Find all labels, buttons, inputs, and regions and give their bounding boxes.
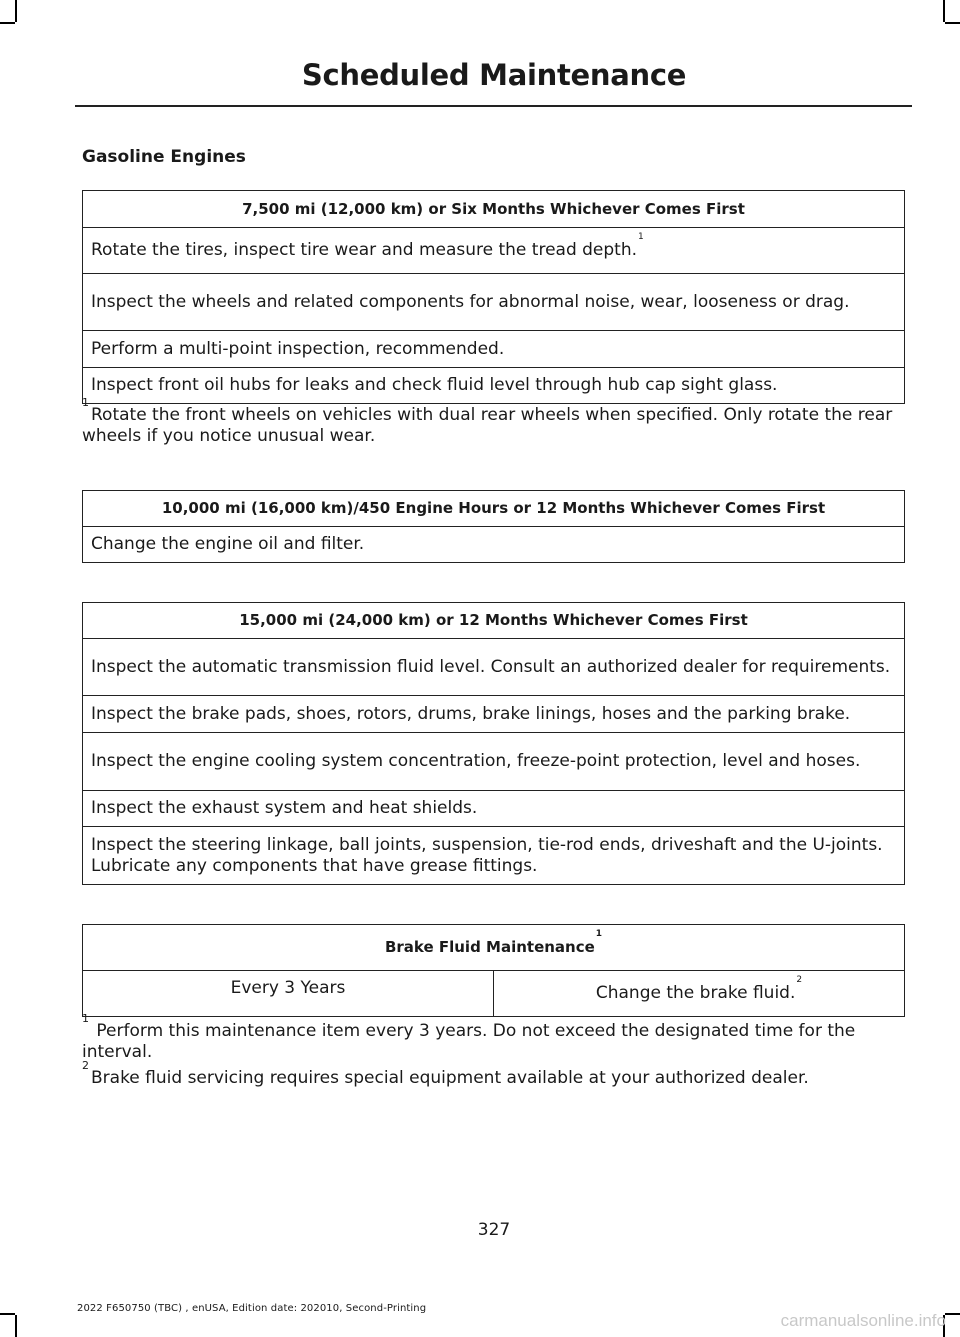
action-text: Change the brake fluid.: [595, 983, 796, 1003]
footnote: [82, 396, 897, 447]
table-row: Perform a multi-point inspection, recommended.: [83, 331, 905, 368]
page-number: 327: [477, 1220, 511, 1240]
title-divider: [75, 105, 912, 107]
table-header: 15,000 mi (24,000 km) or 12 Months Whichever Comes First: [83, 603, 905, 639]
footnote-text: Brake fluid servicing requires special equipment available at your authorized dealer.: [91, 1068, 809, 1088]
watermark: carmanualsonline.info: [780, 1311, 946, 1330]
maintenance-table-10000: [82, 490, 905, 563]
page-title: Scheduled Maintenance: [301, 58, 687, 92]
edition-line: 2022 F650750 (TBC) , enUSA, Edition date: 202010, Second-Printing: [77, 1303, 427, 1314]
footnote: [82, 1059, 897, 1089]
crop-mark: [15, 0, 17, 22]
footnote-marker: 1: [82, 1012, 89, 1025]
footnote-ref: 1: [638, 232, 644, 242]
brake-fluid-table: [82, 924, 905, 1017]
footnote-text: Rotate the front wheels on vehicles with dual rear wheels when specified. Only rotate the rear wheels if you notice unusual wear.: [82, 405, 893, 446]
table-row: Inspect the brake pads, shoes, rotors, drums, brake linings, hoses and the parking brake.: [83, 696, 905, 733]
table-row: Change the engine oil and filter.: [83, 527, 905, 563]
table-header: [83, 925, 905, 971]
footnote-ref: 2: [796, 975, 803, 985]
footnote-marker: 2: [82, 1059, 89, 1072]
row-text: Rotate the tires, inspect tire wear and measure the tread depth.: [91, 240, 638, 260]
crop-mark: [945, 22, 960, 24]
crop-mark: [0, 1313, 15, 1315]
table-header: 7,500 mi (12,000 km) or Six Months Whichever Comes First: [83, 191, 905, 228]
table-header: 10,000 mi (16,000 km)/450 Engine Hours or 12 Months Whichever Comes First: [83, 491, 905, 527]
crop-mark: [945, 1313, 960, 1315]
footnote-text: Perform this maintenance item every 3 years. Do not exceed the designated time for the interval.: [82, 1021, 856, 1062]
table-row: [83, 228, 905, 274]
header-text: Brake Fluid Maintenance: [384, 938, 595, 956]
table-row: Inspect the exhaust system and heat shields.: [83, 791, 905, 827]
footnote-marker: 1: [82, 396, 89, 409]
interval-cell: Every 3 Years: [83, 971, 494, 1017]
table-row: Inspect front oil hubs for leaks and check fluid level through hub cap sight glass.: [83, 368, 905, 404]
table-row: Inspect the engine cooling system concentration, freeze-point protection, level and hoses.: [83, 733, 905, 791]
table-row: Inspect the steering linkage, ball joints, suspension, tie-rod ends, driveshaft and the U-joints. Lubricate any components that have grease fittings.: [83, 827, 905, 885]
crop-mark: [943, 0, 945, 22]
maintenance-table-15000: [82, 602, 905, 885]
section-heading: Gasoline Engines: [82, 147, 246, 167]
maintenance-table-7500: [82, 190, 905, 404]
action-cell: [494, 971, 905, 1017]
footnote-ref: 1: [595, 929, 603, 939]
table-row: Inspect the automatic transmission fluid level. Consult an authorized dealer for requirements.: [83, 639, 905, 696]
crop-mark: [0, 22, 15, 24]
table-row: Inspect the wheels and related components for abnormal noise, wear, looseness or drag.: [83, 274, 905, 331]
footnote: [82, 1012, 897, 1063]
crop-mark: [15, 1315, 17, 1337]
